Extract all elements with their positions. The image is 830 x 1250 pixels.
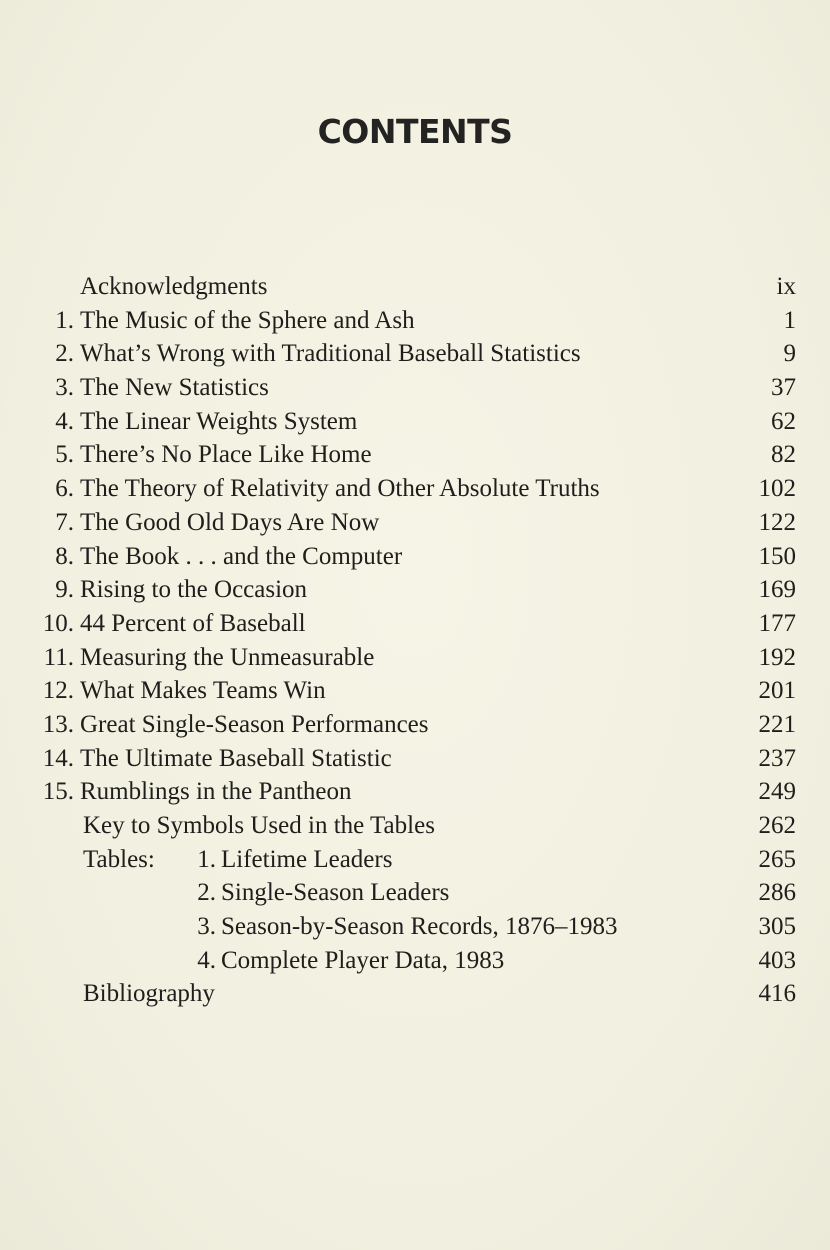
- page-title: CONTENTS: [317, 112, 513, 151]
- entry-label: Acknowledgments: [80, 273, 268, 300]
- table-number: 2.: [197, 879, 216, 907]
- entry-label: The Ultimate Baseball Statistic: [80, 744, 392, 772]
- entry-page: 9: [783, 340, 796, 368]
- table-label: Lifetime Leaders: [221, 845, 393, 873]
- toc-entry-chapter-8: [0, 540, 830, 574]
- entry-label: What’s Wrong with Traditional Baseball Statistics: [80, 340, 581, 368]
- toc-entry-chapter-3: [0, 371, 830, 405]
- entry-label: The Linear Weights System: [80, 407, 358, 435]
- table-number: 4.: [197, 946, 216, 974]
- toc-entry-chapter-12: [0, 674, 830, 708]
- chapter-number: 14.: [42, 744, 74, 772]
- entry-label: Great Single-Season Performances: [80, 710, 429, 738]
- toc-entry-chapter-4: [0, 405, 830, 439]
- toc-entry-chapter-1: [0, 304, 830, 338]
- entry-label: Rumblings in the Pantheon: [80, 778, 352, 806]
- toc-entry-chapter-7: [0, 506, 830, 540]
- entry-page: 305: [758, 913, 796, 941]
- chapter-number: 8.: [55, 542, 74, 570]
- entry-page: 150: [758, 542, 796, 570]
- toc-entry-bibliography: [0, 977, 830, 1011]
- toc-entry-chapter-15: [0, 775, 830, 809]
- entry-label: The Book . . . and the Computer: [80, 542, 403, 570]
- table-number: 3.: [197, 913, 216, 941]
- chapter-number: 6.: [55, 475, 74, 503]
- chapter-number: 13.: [42, 710, 74, 738]
- toc-entry-chapter-9: [0, 573, 830, 607]
- toc-entry-table-4: [0, 944, 830, 978]
- entry-label: Rising to the Occasion: [80, 576, 308, 604]
- entry-label: Bibliography: [83, 980, 215, 1008]
- chapter-number: 1.: [55, 306, 74, 334]
- chapter-number: 11.: [43, 643, 74, 671]
- table-number: 1.: [197, 845, 216, 873]
- toc-entry-chapter-6: [0, 472, 830, 506]
- chapter-number: 3.: [55, 374, 74, 402]
- entry-label: The New Statistics: [80, 374, 269, 402]
- entry-label: The Theory of Relativity and Other Absolute Truths: [80, 475, 600, 503]
- entry-page: 403: [758, 946, 796, 974]
- entry-page: 62: [771, 407, 796, 435]
- entry-page: 102: [758, 475, 796, 503]
- toc-entry-acknowledgments: [0, 270, 830, 304]
- entry-page: 221: [758, 710, 796, 738]
- toc-entry-chapter-10: [0, 607, 830, 641]
- entry-page: 262: [758, 812, 796, 839]
- entry-label: The Music of the Sphere and Ash: [80, 306, 415, 334]
- entry-label: The Good Old Days Are Now: [80, 508, 380, 536]
- entry-page: 122: [758, 508, 796, 536]
- table-of-contents: [0, 270, 830, 1011]
- toc-entry-chapter-5: [0, 438, 830, 472]
- toc-entry-chapter-13: [0, 708, 830, 742]
- toc-entry-chapter-14: [0, 742, 830, 776]
- entry-page: 192: [758, 643, 796, 671]
- table-label: Single-Season Leaders: [221, 879, 450, 907]
- chapter-number: 5.: [55, 441, 74, 469]
- entry-page: 37: [771, 374, 796, 402]
- chapter-number: 15.: [42, 778, 74, 806]
- entry-label: There’s No Place Like Home: [80, 441, 372, 469]
- entry-page: 201: [758, 677, 796, 705]
- table-label: Season-by-Season Records, 1876–1983: [221, 913, 618, 941]
- chapter-number: 2.: [55, 340, 74, 368]
- entry-page: 1: [783, 306, 796, 334]
- chapter-number: 9.: [55, 576, 74, 604]
- tables-heading: Tables:: [83, 845, 155, 873]
- entry-page: 265: [758, 845, 796, 873]
- toc-entry-table-1: [0, 843, 830, 877]
- toc-entry-table-3: [0, 910, 830, 944]
- entry-page: 177: [758, 609, 796, 637]
- toc-entry-table-2: [0, 876, 830, 910]
- table-label: Complete Player Data, 1983: [221, 946, 505, 974]
- entry-label: Measuring the Unmeasurable: [80, 643, 375, 671]
- chapter-number: 7.: [55, 508, 74, 536]
- entry-label: What Makes Teams Win: [80, 677, 326, 705]
- chapter-number: 4.: [55, 407, 74, 435]
- entry-page: ix: [776, 273, 796, 300]
- entry-page: 286: [758, 879, 796, 907]
- entry-label: 44 Percent of Baseball: [80, 609, 306, 637]
- toc-entry-key-to-symbols: [0, 809, 830, 843]
- toc-entry-chapter-2: [0, 337, 830, 371]
- entry-page: 237: [758, 744, 796, 772]
- toc-entry-chapter-11: [0, 641, 830, 675]
- chapter-number: 10.: [42, 609, 74, 637]
- chapter-number: 12.: [42, 677, 74, 705]
- entry-page: 82: [771, 441, 796, 469]
- entry-label: Key to Symbols Used in the Tables: [83, 812, 435, 839]
- entry-page: 169: [758, 576, 796, 604]
- entry-page: 249: [758, 778, 796, 806]
- entry-page: 416: [758, 980, 796, 1008]
